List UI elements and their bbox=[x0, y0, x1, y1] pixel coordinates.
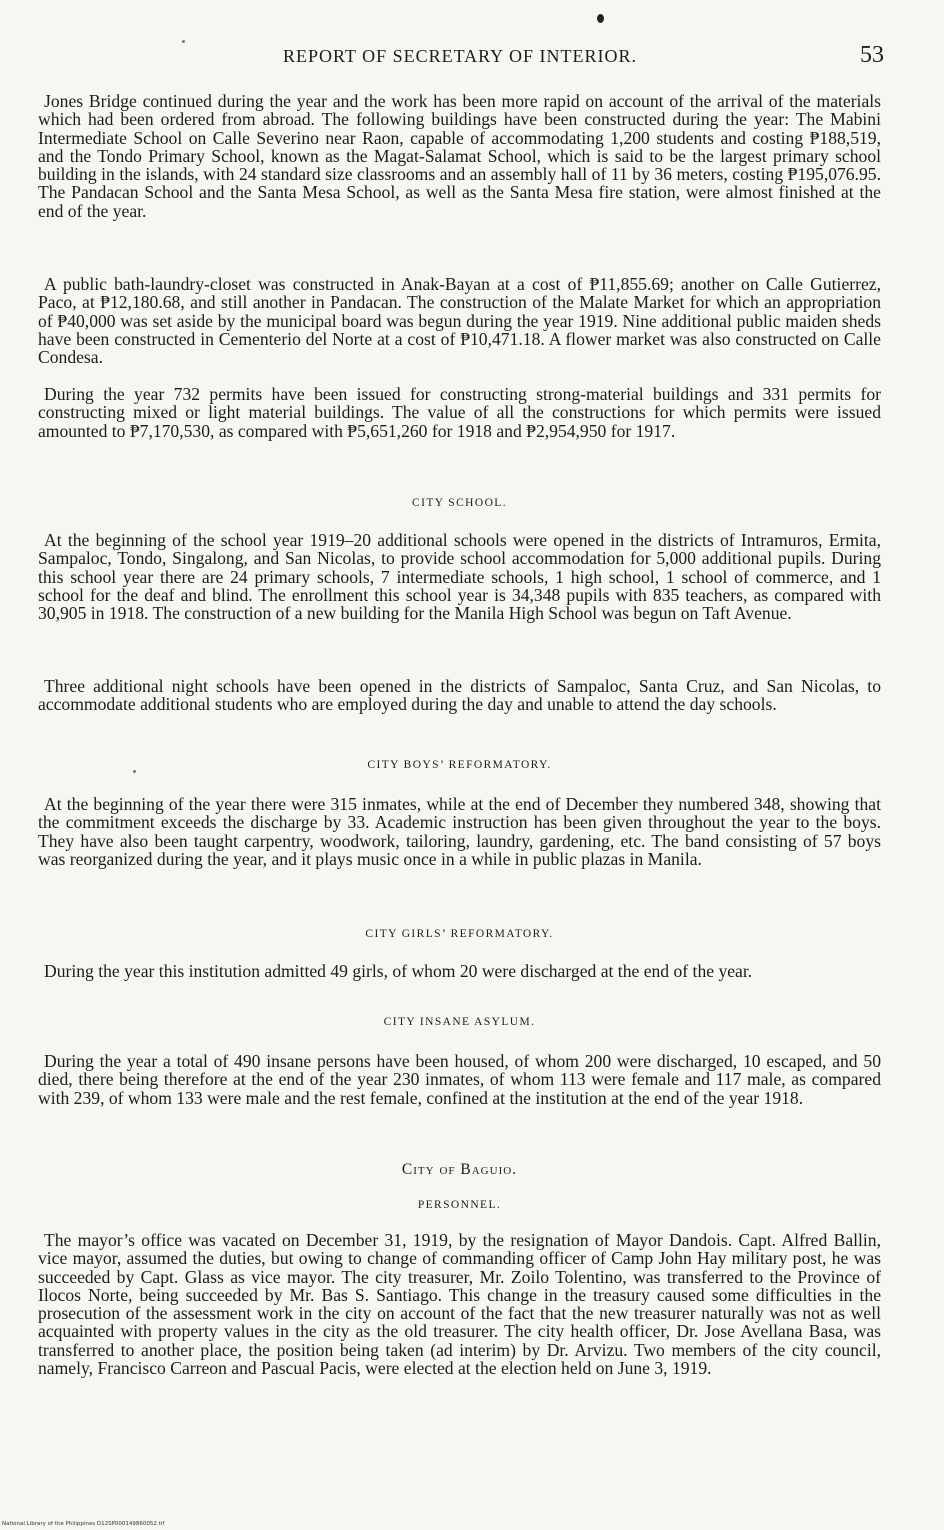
ink-speck bbox=[182, 40, 185, 43]
heading-girls-reformatory: CITY GIRLS’ REFORMATORY. bbox=[365, 928, 554, 940]
paragraph-night-schools: Three additional night schools have been opened in the districts of Sampaloc, Santa Cruz, and San Nicolas, to accommodate additional students who are employed during the day and unable to attend the day schools. bbox=[38, 676, 881, 715]
paragraph-boys-reformatory: At the beginning of the year there were 315 inmates, while at the end of December they numbered 348, showing that the commitment exceeds the discharge by 33. Academic instruction has been given throughout the year to the boys. They have also been taught carpentry, woodwork, tailoring, laundry, gardening, etc. The band consisting of 57 boys was reorganized during the year, and it plays music once in a while in public plazas in Manila. bbox=[38, 794, 881, 869]
page-number: 53 bbox=[860, 42, 884, 68]
scan-credit: National Library of the Philippines D12SP000149860052.tif bbox=[2, 1521, 165, 1527]
heading-boys-reformatory: CITY BOYS’ REFORMATORY. bbox=[367, 759, 552, 771]
paragraph-bridge-schools: Jones Bridge continued during the year and the work has been more rapid on account of the arrival of the materials which had been ordered from abroad. The following buildings have been constructed during the year: The Mabini Intermediate School on Calle Severino near Raon, capable of accommodating 1,200 students and costing ₱188,519, and the Tondo Primary School, known as the Magat-Salamat School, which is said to be the largest primary school building in the islands, with 24 standard size classrooms and an assembly hall of 11 by 36 meters, costing ₱195,076.95. The Pandacan School and the Santa Mesa School, as well as the Santa Mesa fire station, were almost finished at the end of the year. bbox=[38, 91, 881, 221]
page-body bbox=[38, 92, 881, 1451]
paragraph-public-baths: A public bath-laundry-closet was constructed in Anak-Bayan at a cost of ₱11,855.69; another on Calle Gutierrez, Paco, at ₱12,180.68, and still another in Pandacan. The construction of the Malate Market for which an appropriation of ₱40,000 was set aside by the municipal board was begun during the year 1919. Nine additional public maiden sheds have been constructed in Cementerio del Norte at a cost of ₱10,471.18. A flower market was also constructed on Calle Condesa. bbox=[38, 274, 881, 368]
heading-insane-asylum: CITY INSANE ASYLUM. bbox=[383, 1016, 536, 1028]
heading-city-school: CITY SCHOOL. bbox=[412, 497, 507, 509]
heading-personnel: PERSONNEL. bbox=[417, 1199, 502, 1211]
heading-city-of-baguio: City of Baguio. bbox=[401, 1161, 518, 1178]
ink-spot bbox=[597, 14, 604, 23]
paragraph-girls-reformatory: During the year this institution admitted 49 girls, of whom 20 were discharged at the end of the year. bbox=[44, 961, 753, 981]
paragraph-insane-asylum: During the year a total of 490 insane persons have been housed, of whom 200 were discharged, 10 escaped, and 50 died, there being therefore at the end of the year 230 inmates, of whom 113 were female and 117 male, as compared with 239, of whom 133 were male and the rest female, confined at the institution at the end of the year 1918. bbox=[38, 1051, 881, 1108]
paragraph-permits: During the year 732 permits have been issued for constructing strong-material buildings and 331 permits for constructing mixed or light material buildings. The value of all the constructions for which permits were issued amounted to ₱7,170,530, as compared with ₱5,651,260 for 1918 and ₱2,954,950 for 1917. bbox=[38, 384, 881, 441]
paragraph-personnel: The mayor’s office was vacated on December 31, 1919, by the resignation of Mayor Dandois. Capt. Alfred Ballin, vice mayor, assumed the duties, but owing to change of commanding officer of Camp John Hay military post, he was succeeded by Capt. Glass as vice mayor. The city treasurer, Mr. Zoilo Tolentino, was transferred to the Province of Ilocos Norte, being succeeded by Mr. Bas S. Santiago. This change in the treasury caused some difficulties in the prosecution of the assessment work in the city on account of the fact that the new treasurer naturally was not as well acquainted with property values in the city as the old treasurer. The city health officer, Dr. Jose Avellana Basa, was transferred to another place, the position being taken (ad interim) by Dr. Arvizu. Two members of the city council, namely, Francisco Carreon and Pascual Pacis, were elected at the election held on June 3, 1919. bbox=[38, 1230, 881, 1379]
paragraph-city-school: At the beginning of the school year 1919–20 additional schools were opened in the districts of Intramuros, Ermita, Sampaloc, Tondo, Singalong, and San Nicolas, to provide school accommodation for 5,000 additional pupils. During this school year there are 24 primary schools, 7 intermediate schools, 1 high school, 1 school of commerce, and 1 school for the deaf and blind. The enrollment this school year is 34,348 pupils with 835 teachers, as compared with 30,905 in 1918. The construction of a new building for the Manila High School was begun on Taft Avenue. bbox=[38, 530, 881, 624]
page-header bbox=[38, 40, 882, 76]
running-head: REPORT OF SECRETARY OF INTERIOR. bbox=[282, 46, 638, 66]
